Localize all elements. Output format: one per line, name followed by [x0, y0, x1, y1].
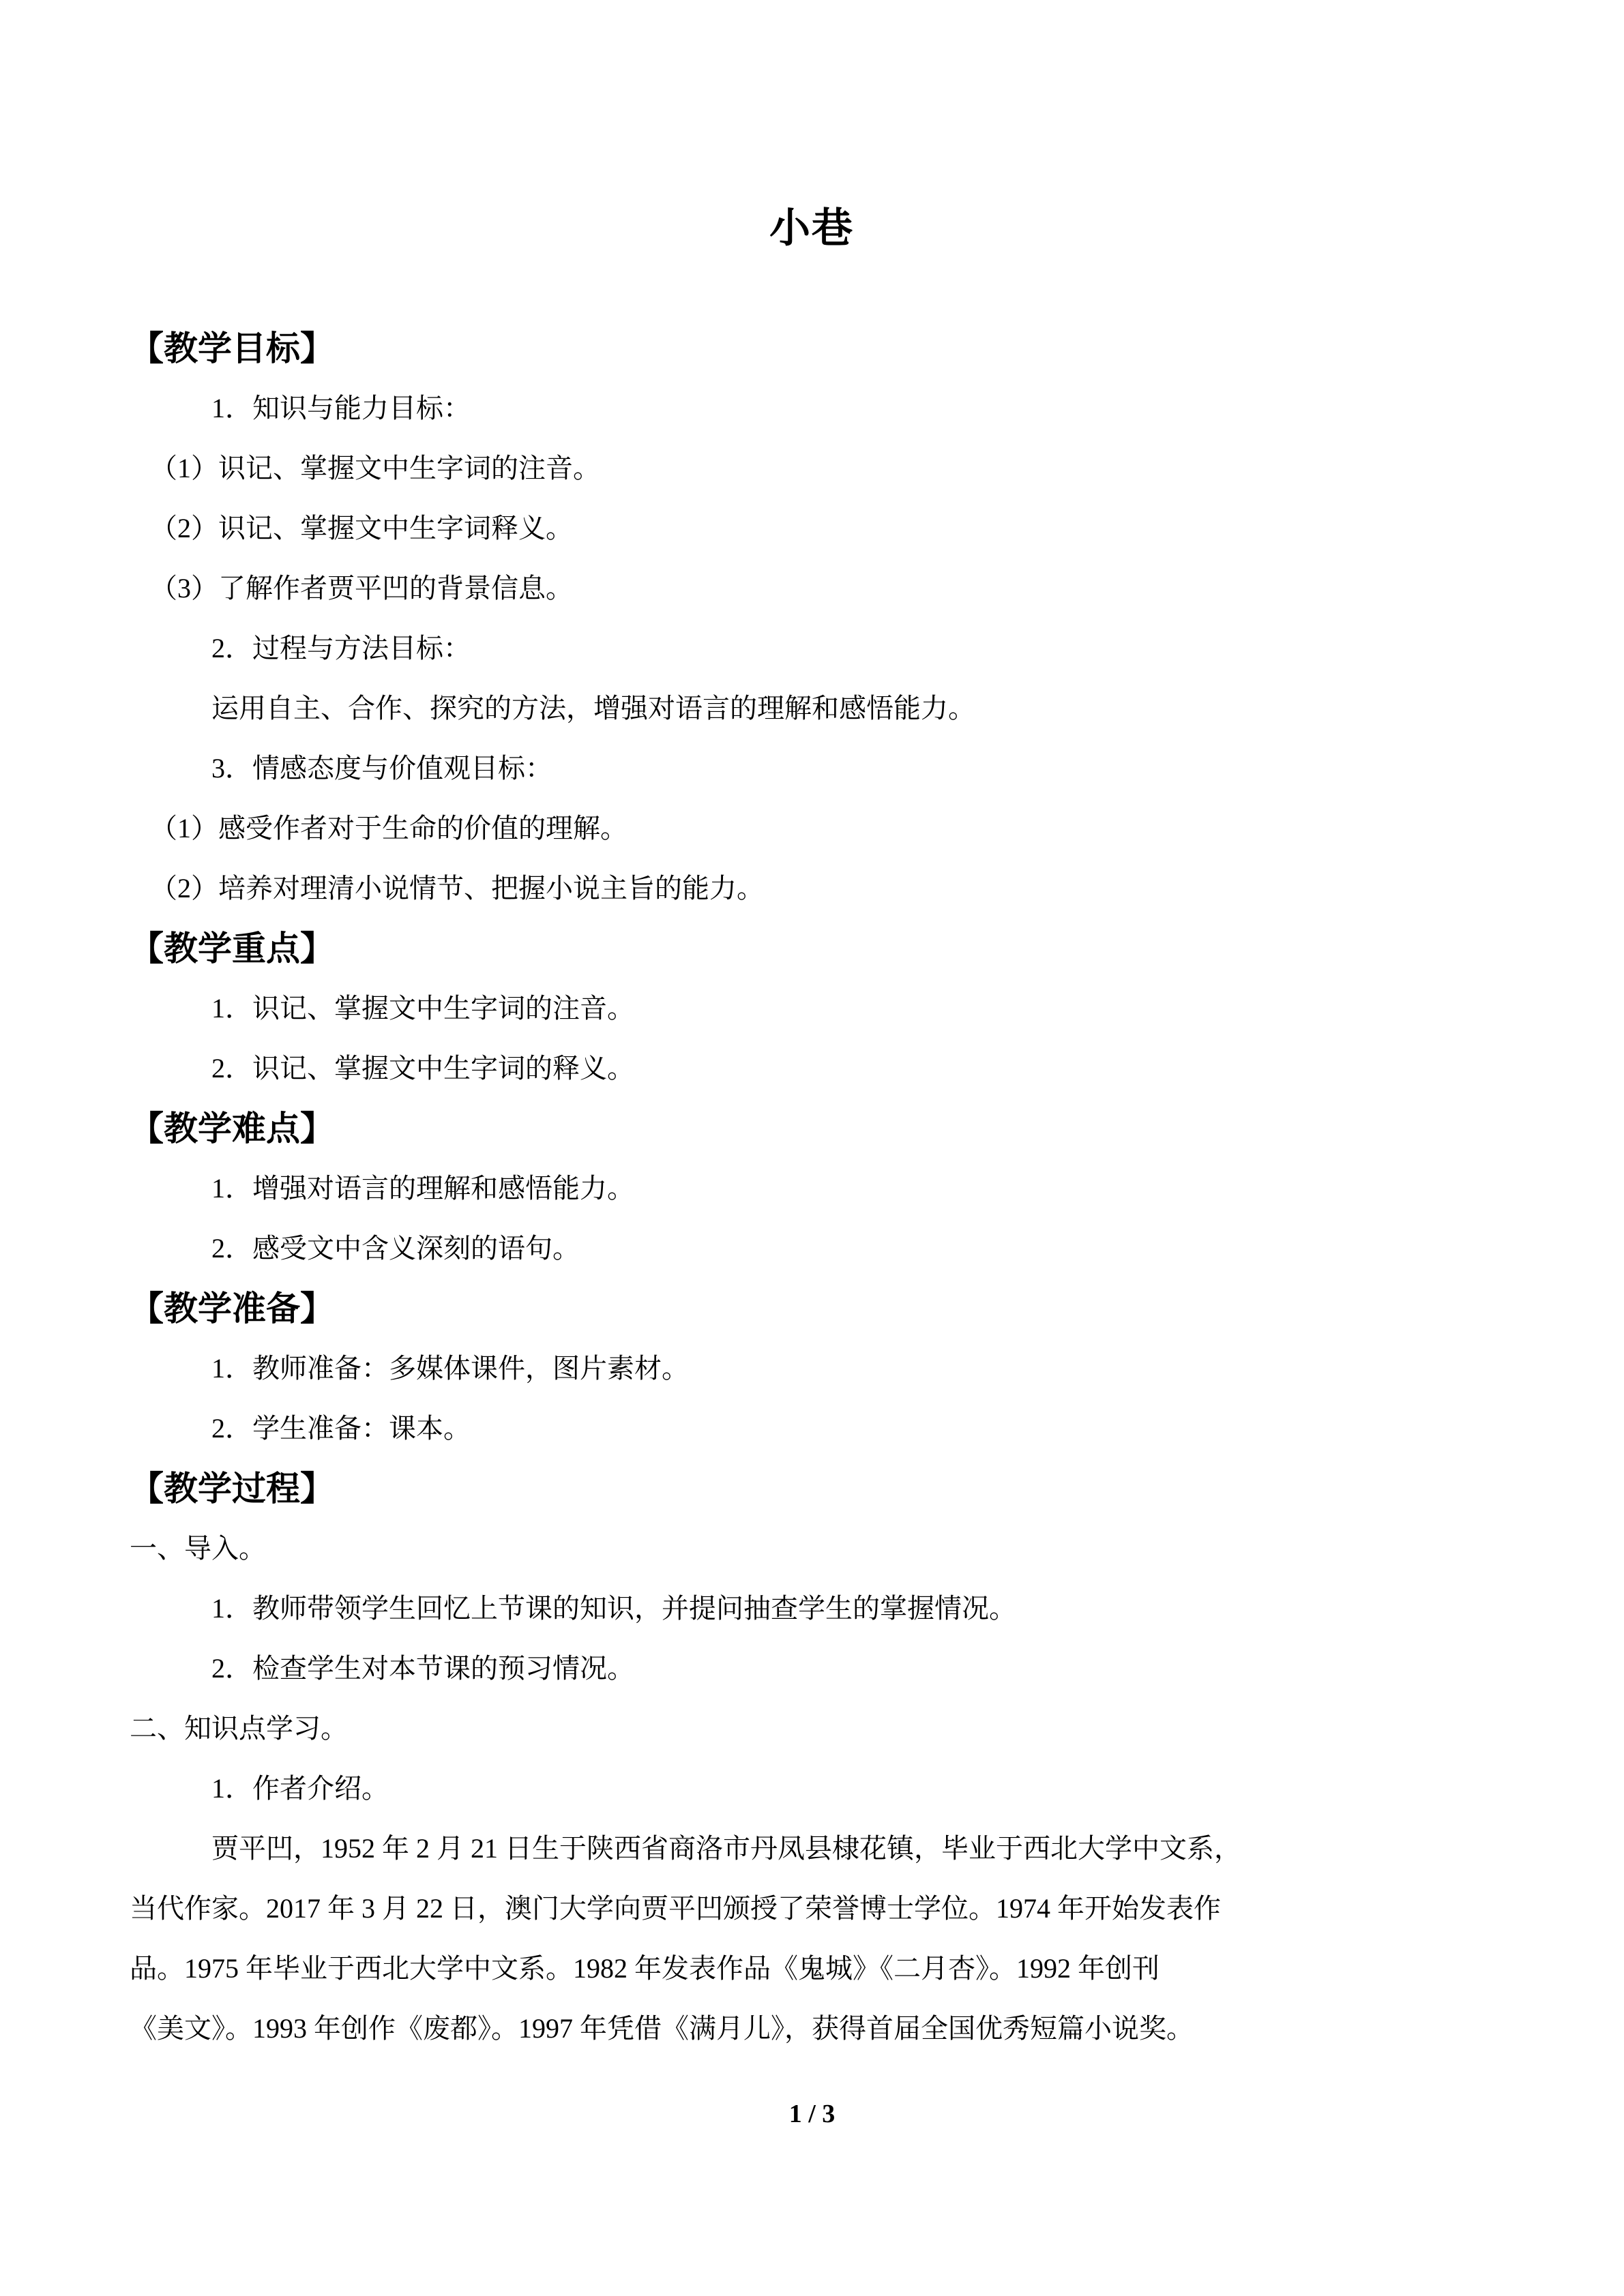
list-item: 1．教师带领学生回忆上节课的知识，并提问抽查学生的掌握情况。 [211, 1593, 1016, 1624]
sub-list-item: （1）感受作者对于生命的价值的理解。 [150, 813, 628, 844]
list-item: 1．增强对语言的理解和感悟能力。 [211, 1173, 634, 1204]
list-item: 1．知识与能力目标： [211, 393, 471, 423]
section-heading: 【教学准备】 [130, 1289, 334, 1328]
paragraph-line: 品。1975 年毕业于西北大学中文系。1982 年发表作品《鬼城》《二月杏》。1992 年创刊 [130, 1953, 1160, 1984]
document-lines [130, 318, 1494, 2059]
page-number: 1 / 3 [788, 2100, 836, 2128]
list-item: 2．识记、掌握文中生字词的释义。 [211, 1053, 634, 1084]
document-body [130, 198, 1494, 2059]
sub-list-item: （2）识记、掌握文中生字词释义。 [150, 513, 573, 543]
list-item: 3．情感态度与价值观目标： [211, 753, 552, 784]
section-heading: 【教学难点】 [130, 1109, 334, 1148]
section-heading: 【教学过程】 [130, 1470, 334, 1508]
section-heading: 【教学重点】 [130, 929, 334, 968]
section-heading: 【教学目标】 [130, 329, 334, 368]
sub-list-item: （2）培养对理清小说情节、把握小说主旨的能力。 [150, 873, 764, 904]
list-item: 2．学生准备：课本。 [211, 1413, 471, 1444]
list-item: 1．识记、掌握文中生字词的注音。 [211, 993, 634, 1024]
paragraph-line: 《美文》。1993 年创作《废都》。1997 年凭借《满月儿》，获得首届全国优秀短篇小说奖。 [130, 2013, 1194, 2044]
sub-list-item: （1）识记、掌握文中生字词的注音。 [150, 453, 600, 483]
outline-item: 一、导入。 [130, 1533, 266, 1564]
list-item: 2．感受文中含义深刻的语句。 [211, 1233, 580, 1264]
list-item: 运用自主、合作、探究的方法，增强对语言的理解和感悟能力。 [211, 693, 975, 724]
list-item: 1．作者介绍。 [211, 1773, 389, 1804]
document-title: 小巷 [769, 206, 854, 251]
paragraph-line: 贾平凹，1952 年 2 月 21 日生于陕西省商洛市丹凤县棣花镇，毕业于西北大学中文系， [211, 1833, 1241, 1864]
sub-list-item: （3）了解作者贾平凹的背景信息。 [150, 573, 573, 603]
list-item: 2．过程与方法目标： [211, 633, 471, 664]
outline-item: 二、知识点学习。 [130, 1713, 348, 1744]
list-item: 1．教师准备：多媒体课件，图片素材。 [211, 1353, 689, 1384]
list-item: 2．检查学生对本节课的预习情况。 [211, 1653, 634, 1684]
paragraph-line: 当代作家。2017 年 3 月 22 日，澳门大学向贾平凹颁授了荣誉博士学位。1974 年开始发表作 [130, 1893, 1221, 1924]
